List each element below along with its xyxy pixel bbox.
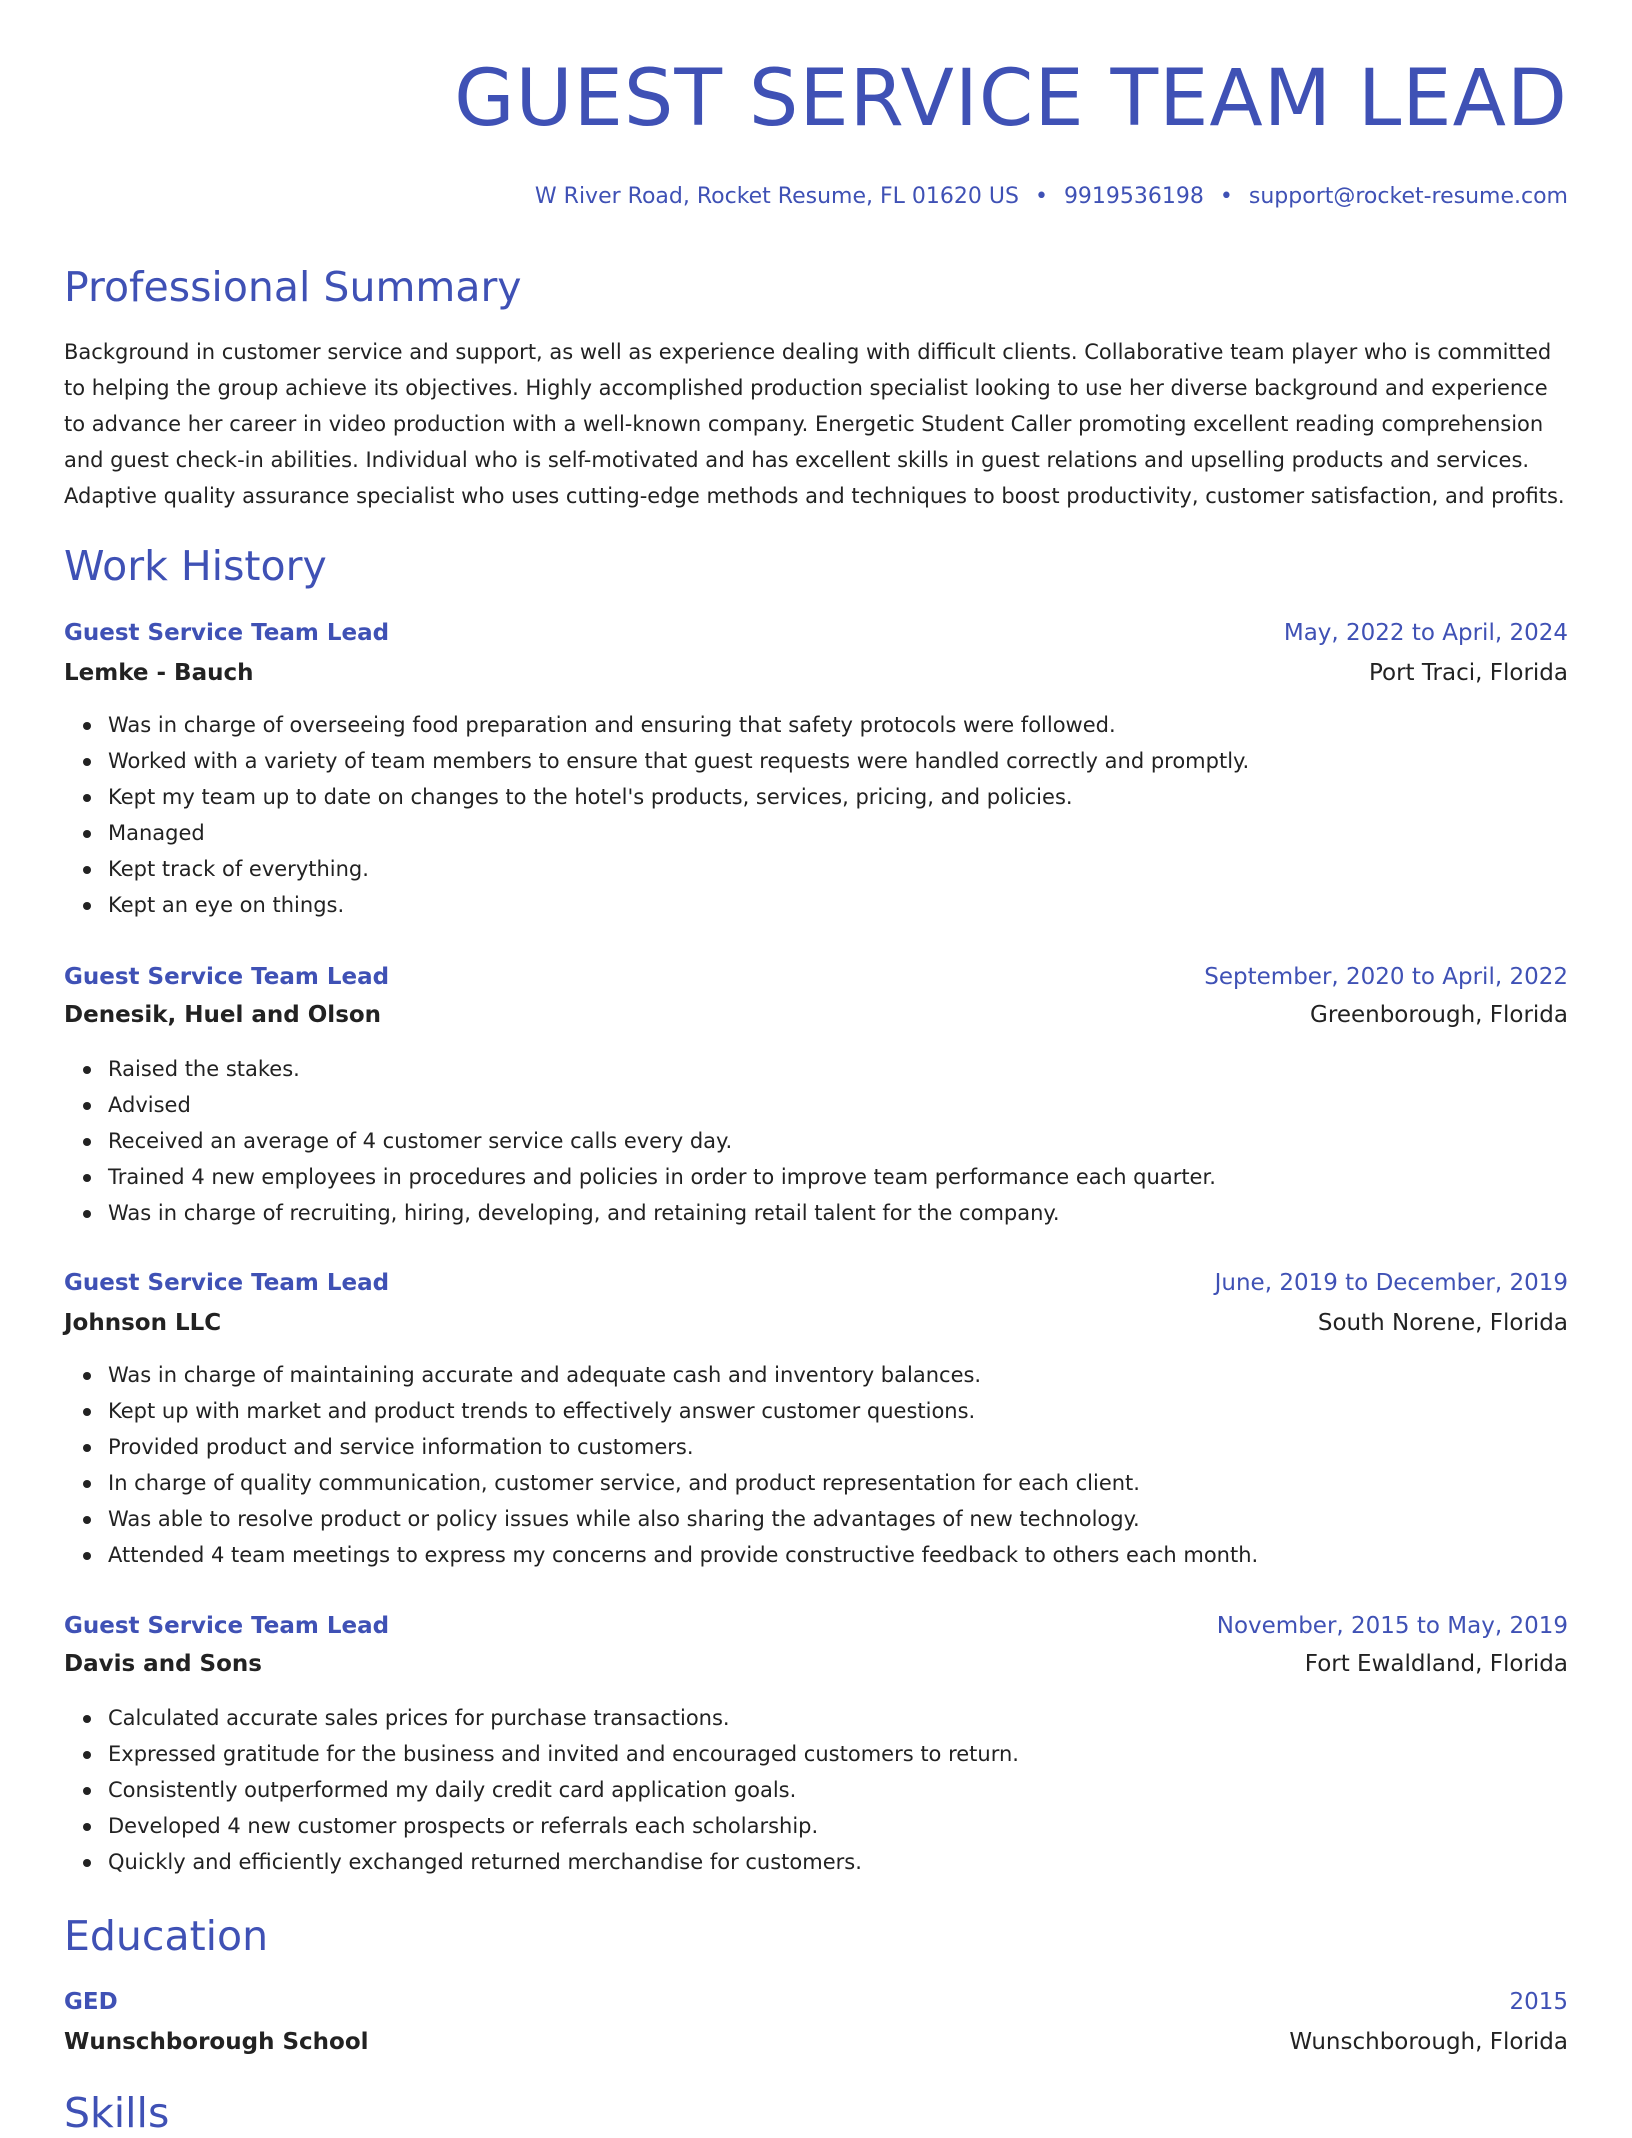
contact-separator: • [1034,184,1048,209]
job-title: Guest Service Team Lead [64,964,390,990]
summary-title: Professional Summary [64,263,522,311]
education-degree: GED [64,1989,118,2015]
job-bullet: Kept my team up to date on changes to the hotel's products, services, pricing, and policies. [108,779,1568,815]
job-bullet: Kept up with market and product trends to effectively answer customer questions. [108,1393,1568,1429]
job-bullet: Raised the stakes. [108,1051,1568,1087]
job-bullet: Attended 4 team meetings to express my concerns and provide constructive feedback to others each month. [108,1537,1568,1573]
job-bullet: Received an average of 4 customer service calls every day. [108,1123,1568,1159]
job-location: South Norene, Florida [1317,1310,1568,1336]
contact-separator: • [1219,184,1233,209]
contact-phone: 9919536198 [1063,184,1204,209]
job-bullets [64,1700,1568,1880]
education-title: Education [64,1912,269,1960]
skills-title: Skills [64,2089,170,2137]
job-company: Denesik, Huel and Olson [64,1002,382,1028]
contact-address: W River Road, Rocket Resume, FL 01620 US [534,184,1019,209]
job-bullets [64,1051,1568,1231]
job-title: Guest Service Team Lead [64,1613,390,1639]
work-section [64,541,1568,591]
education-year: 2015 [1509,1989,1568,2015]
job-dates: May, 2022 to April, 2024 [1283,620,1568,646]
job-entry [64,1609,1568,1880]
education-school: Wunschborough School [64,2029,369,2055]
contact-email[interactable]: support@rocket-resume.com [1248,184,1568,209]
job-location: Fort Ewaldland, Florida [1304,1651,1568,1677]
job-bullet: Trained 4 new employees in procedures and policies in order to improve team performance each quarter. [108,1159,1568,1195]
job-title: Guest Service Team Lead [64,1270,390,1296]
job-bullet: Worked with a variety of team members to ensure that guest requests were handled correctly and promptly. [108,743,1568,779]
resume-name: GUEST SERVICE TEAM LEAD [454,54,1568,144]
job-bullet: Developed 4 new customer prospects or referrals each scholarship. [108,1808,1568,1844]
job-entry [64,616,1568,923]
job-bullet: Kept track of everything. [108,851,1568,887]
job-bullet: Expressed gratitude for the business and invited and encouraged customers to return. [108,1736,1568,1772]
resume-page [64,0,1568,2137]
job-bullet: Advised [108,1087,1568,1123]
job-company: Lemke - Bauch [64,660,254,686]
job-bullet: Provided product and service information to customers. [108,1429,1568,1465]
job-bullet: Was able to resolve product or policy issues while also sharing the advantages of new technology. [108,1501,1568,1537]
job-bullet: Was in charge of maintaining accurate and adequate cash and inventory balances. [108,1357,1568,1393]
education-section [64,1911,1568,2061]
job-bullet: In charge of quality communication, customer service, and product representation for each client. [108,1465,1568,1501]
skills-section [64,2088,1568,2138]
job-title: Guest Service Team Lead [64,620,390,646]
job-location: Port Traci, Florida [1368,660,1568,686]
job-location: Greenborough, Florida [1310,1002,1568,1028]
job-entry [64,1266,1568,1573]
job-bullet: Was in charge of overseeing food preparation and ensuring that safety protocols were followed. [108,707,1568,743]
job-dates: September, 2020 to April, 2022 [1204,964,1568,990]
summary-text: Background in customer service and support, as well as experience dealing with difficult clients. Collaborative team player who is committed to helping the group achieve its objectives. Highly accomplished production specialist looking to use her diverse background and experience to advance her career in video production with a well-known company. Energetic Student Caller promoting excellent reading comprehension and guest check-in abilities. Individual who is self-motivated and has excellent skills in guest relations and upselling products and services. Adaptive quality assurance specialist who uses cutting-edge methods and techniques to boost productivity, customer satisfaction, and profits. [64,340,1565,508]
job-bullets [64,1357,1568,1573]
work-title: Work History [64,542,327,590]
job-bullets [64,707,1568,923]
job-bullet: Calculated accurate sales prices for purchase transactions. [108,1700,1568,1736]
job-bullet: Kept an eye on things. [108,887,1568,923]
job-entry [64,960,1568,1231]
job-dates: November, 2015 to May, 2019 [1216,1613,1568,1639]
summary-section [64,262,1568,514]
job-bullet: Consistently outperformed my daily credit card application goals. [108,1772,1568,1808]
contact-line [64,182,1568,212]
education-location: Wunschborough, Florida [1289,2029,1568,2055]
job-bullet: Quickly and efficiently exchanged returned merchandise for customers. [108,1844,1568,1880]
job-company: Davis and Sons [64,1651,262,1677]
job-dates: June, 2019 to December, 2019 [1214,1270,1568,1296]
job-bullet: Was in charge of recruiting, hiring, developing, and retaining retail talent for the company. [108,1195,1568,1231]
job-bullet: Managed [108,815,1568,851]
job-company: Johnson LLC [64,1310,222,1336]
